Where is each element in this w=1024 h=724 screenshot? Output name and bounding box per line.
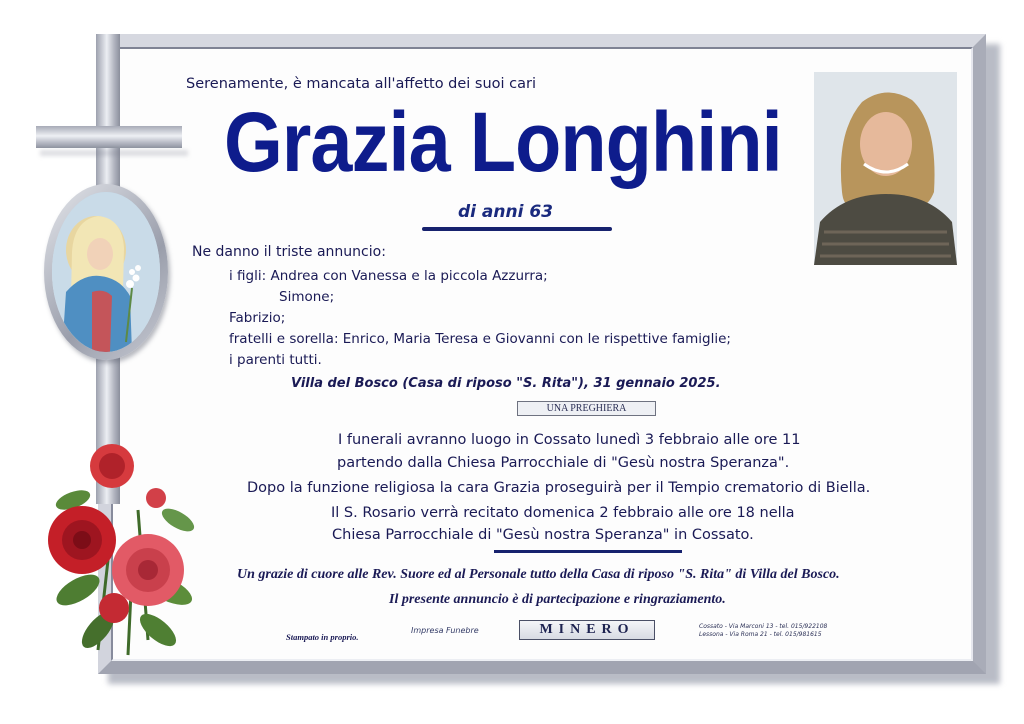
divider-line <box>494 550 682 553</box>
family-line: Simone; <box>279 289 335 305</box>
madonna-image <box>52 192 160 352</box>
company-address: Lessona - Via Roma 21 - tel. 015/981615 <box>699 631 822 638</box>
roses-decoration <box>38 440 208 660</box>
funeral-line: Chiesa Parrocchiale di "Gesù nostra Speranza" in Cossato. <box>332 527 754 543</box>
cross-arm <box>36 126 182 148</box>
family-line: i parenti tutti. <box>229 352 322 368</box>
family-line: Fabrizio; <box>229 310 286 326</box>
deceased-name: Grazia Longhini <box>224 95 782 189</box>
age-underline <box>422 227 612 231</box>
madonna-oval-frame <box>44 184 168 360</box>
family-line: fratelli e sorella: Enrico, Maria Teresa e Giovanni con le rispettive famiglie; <box>229 331 731 347</box>
family-line: i figli: Andrea con Vanessa e la piccola Azzurra; <box>229 268 548 284</box>
printed-note: Stampato in proprio. <box>286 632 359 642</box>
funeral-line: Il S. Rosario verrà recitato domenica 2 febbraio alle ore 18 nella <box>331 505 795 521</box>
company-address: Cossato - Via Marconi 13 - tel. 015/922108 <box>699 623 828 630</box>
funeral-line: I funerali avranno luogo in Cossato lunedì 3 febbraio alle ore 11 <box>338 432 801 448</box>
prayer-link-button[interactable]: UNA PREGHIERA <box>517 401 656 416</box>
place-date: Villa del Bosco (Casa di riposo "S. Rita"), 31 gennaio 2025. <box>291 376 721 391</box>
company-logo: MINERO <box>519 620 655 640</box>
age-line: di anni 63 <box>458 202 553 222</box>
company-label: Impresa Funebre <box>411 626 479 635</box>
funeral-line: partendo dalla Chiesa Parrocchiale di "Gesù nostra Speranza". <box>337 455 790 471</box>
participation-line: Il presente annuncio è di partecipazione e ringraziamento. <box>389 592 726 607</box>
intro-line: Serenamente, è mancata all'affetto dei suoi cari <box>186 76 537 92</box>
portrait-photo <box>814 72 957 265</box>
thanks-line: Un grazie di cuore alle Rev. Suore ed al Personale tutto della Casa di riposo "S. Rita" di Villa del Bosco. <box>237 567 840 582</box>
funeral-line: Dopo la funzione religiosa la cara Grazia proseguirà per il Tempio crematorio di Biella. <box>247 480 871 496</box>
announce-heading: Ne danno il triste annuncio: <box>192 244 386 260</box>
